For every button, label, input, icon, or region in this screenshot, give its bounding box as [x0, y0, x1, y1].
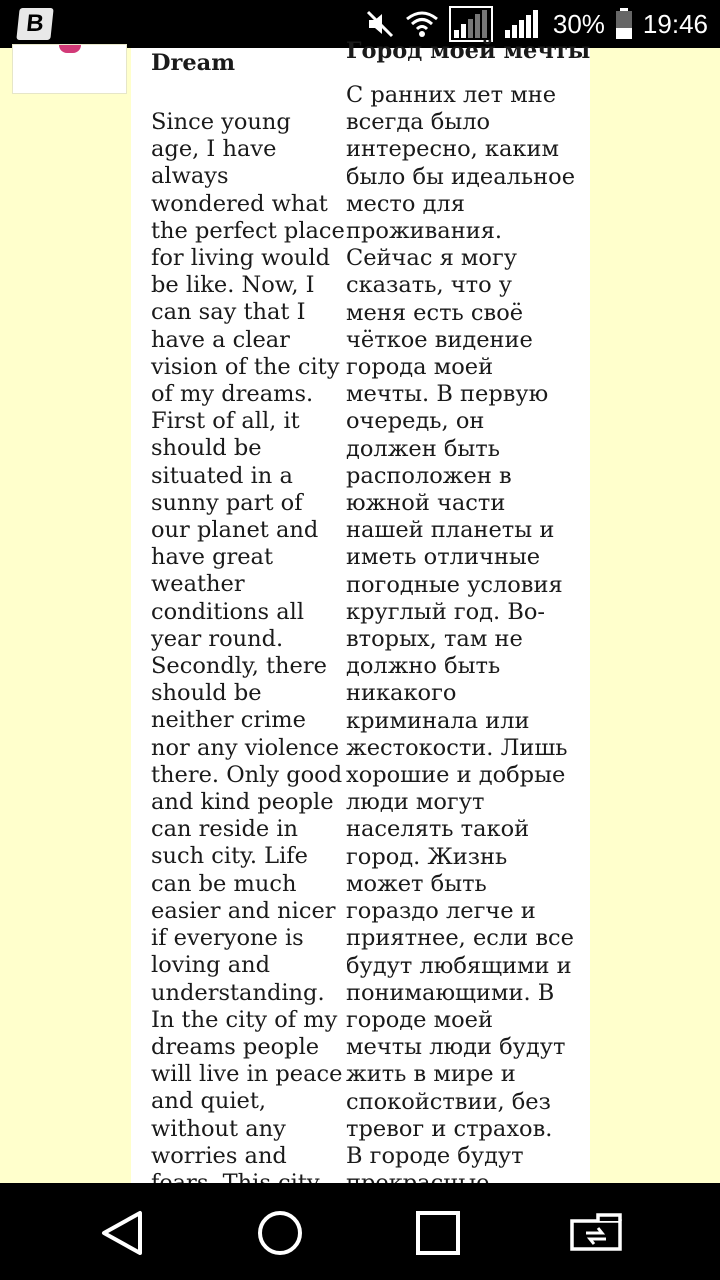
article-title-en: Dream [151, 50, 236, 76]
home-button[interactable] [250, 1203, 310, 1263]
recents-button[interactable] [408, 1203, 468, 1263]
wifi-icon [405, 9, 439, 39]
recents-square-icon [415, 1210, 461, 1256]
mute-icon [365, 9, 395, 39]
back-triangle-icon [100, 1209, 144, 1257]
home-circle-icon [256, 1209, 304, 1257]
thumbnail-graphic-icon [59, 45, 81, 53]
app-badge-icon: B [16, 8, 53, 40]
article-body-ru: С ранних лет мне всегда было интересно, каким было бы идеальное место для проживания. Сейчас я могу сказать, что у меня есть своё чёткое видение города моей мечты. В первую очередь, он должен быть расположен в южной части нашей планеты и иметь отличные погодные условия круглый год. Во-вторых, там не должно быть никакого криминала или жестокости. Лишь хорошие и добрые люди могут населять такой город. Жизнь может быть гораздо легче и приятнее, если все будут любящими и понимающими. В городе моей мечты люди будут жить в мире и спокойствии, без тревог и страхов. В городе будут [346, 82, 576, 1169]
battery-icon [615, 8, 633, 40]
left-margin [8, 48, 131, 1183]
article-body-en: Since young age, I have always wondered what the perfect place for living would be like. Now, I can say that I have a clear vision of the city of my dreams. First of all, it should be situated in a sunny part of our planet and have great weather conditions all year round. Secondly, there should be neither crime nor any violence there. Only good and kind people can reside in such city. Life can be much easier and nicer if everyone is loving and understanding. In the city of my dreams people will live in peace and quiet, without any worries and [151, 109, 345, 1169]
clock: 19:46 [642, 8, 708, 39]
thumbnail-image[interactable] [12, 44, 127, 94]
screen-switch-icon [568, 1213, 624, 1253]
navigation-bar [0, 1183, 720, 1280]
back-button[interactable] [92, 1203, 152, 1263]
right-margin [590, 48, 720, 1183]
article-title-ru: Город моей мечты [346, 38, 591, 64]
screen-switch-button[interactable] [566, 1203, 626, 1263]
web-content[interactable] [0, 38, 720, 1183]
sim2-signal-icon [503, 8, 543, 40]
sim1-signal-icon [449, 6, 493, 42]
battery-percent: 30% [552, 8, 605, 39]
